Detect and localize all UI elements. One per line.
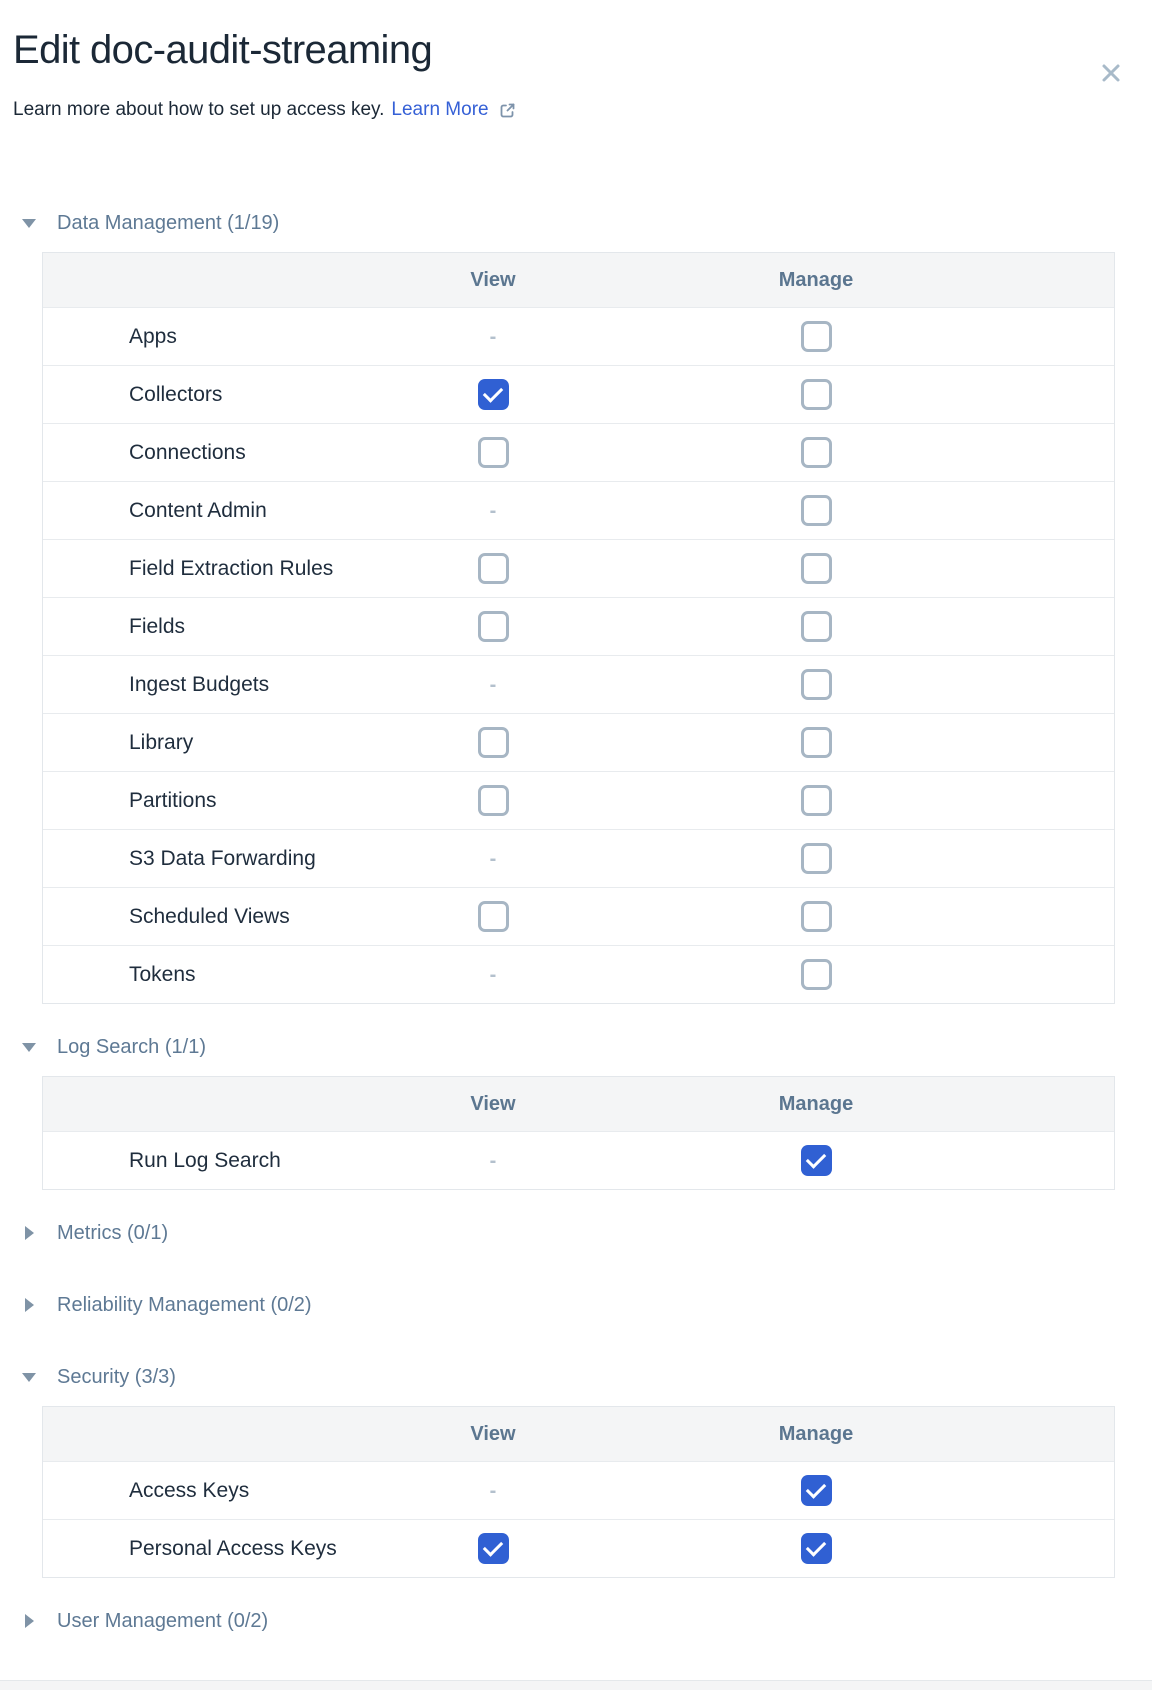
page-title: Edit doc-audit-streaming xyxy=(13,28,433,72)
library-view-checkbox[interactable] xyxy=(478,727,509,758)
apps-manage-checkbox[interactable] xyxy=(801,321,832,352)
table-row-connections xyxy=(43,423,1114,481)
s3-data-forwarding-manage-checkbox[interactable] xyxy=(801,843,832,874)
section-header-reliability-management-0-2[interactable] xyxy=(0,1292,1152,1318)
not-available-dash: - xyxy=(489,673,497,696)
section-header-user-management-0-2[interactable] xyxy=(0,1608,1152,1634)
view-cell xyxy=(413,965,573,985)
table-row-fields xyxy=(43,597,1114,655)
manage-cell xyxy=(656,669,976,700)
column-header-manage: Manage xyxy=(778,1092,854,1115)
section-header-log-search-1-1[interactable] xyxy=(0,1034,1152,1060)
personal-access-keys-manage-checkbox[interactable] xyxy=(801,1533,832,1564)
scheduled-views-manage-checkbox[interactable] xyxy=(801,901,832,932)
row-label: Field Extraction Rules xyxy=(129,556,334,580)
row-label: Connections xyxy=(129,440,246,464)
row-label: Library xyxy=(129,730,194,754)
field-extraction-rules-manage-checkbox[interactable] xyxy=(801,553,832,584)
row-label: Fields xyxy=(129,614,186,638)
connections-view-checkbox[interactable] xyxy=(478,437,509,468)
not-available-dash: - xyxy=(489,325,497,348)
field-extraction-rules-view-checkbox[interactable] xyxy=(478,553,509,584)
view-cell xyxy=(413,1481,573,1501)
caret-down-icon xyxy=(22,1043,36,1052)
permission-sections xyxy=(0,210,1152,1634)
view-cell xyxy=(413,1151,573,1171)
scheduled-views-view-checkbox[interactable] xyxy=(478,901,509,932)
view-cell xyxy=(413,437,573,468)
view-cell xyxy=(413,727,573,758)
view-cell xyxy=(413,327,573,347)
caret-down-icon xyxy=(22,1373,36,1382)
table-row-collectors xyxy=(43,365,1114,423)
column-header-view: View xyxy=(470,1422,516,1445)
table-row-content-admin xyxy=(43,481,1114,539)
row-label: Collectors xyxy=(129,382,223,406)
not-available-dash: - xyxy=(489,847,497,870)
not-available-dash: - xyxy=(489,1149,497,1172)
row-label: Tokens xyxy=(129,962,196,986)
table-row-run-log-search xyxy=(43,1131,1114,1189)
caret-right-icon xyxy=(22,1614,36,1628)
section-label: Data Management (1/19) xyxy=(57,212,280,234)
section-reliability-management-0-2 xyxy=(0,1292,1152,1318)
not-available-dash: - xyxy=(489,1479,497,1502)
table-row-s3-data-forwarding xyxy=(43,829,1114,887)
column-header-manage: Manage xyxy=(778,268,854,291)
collectors-view-checkbox[interactable] xyxy=(478,379,509,410)
permission-table-data-management-1-19 xyxy=(42,252,1115,1004)
access-keys-manage-checkbox[interactable] xyxy=(801,1475,832,1506)
section-data-management-1-19 xyxy=(0,210,1152,1004)
section-label: Reliability Management (0/2) xyxy=(57,1294,312,1316)
column-header-manage: Manage xyxy=(778,1422,854,1445)
manage-cell xyxy=(656,959,976,990)
column-header-view: View xyxy=(470,1092,516,1115)
personal-access-keys-view-checkbox[interactable] xyxy=(478,1533,509,1564)
row-label: Scheduled Views xyxy=(129,904,290,928)
row-label: Partitions xyxy=(129,788,217,812)
tokens-manage-checkbox[interactable] xyxy=(801,959,832,990)
not-available-dash: - xyxy=(489,963,497,986)
view-cell xyxy=(413,675,573,695)
library-manage-checkbox[interactable] xyxy=(801,727,832,758)
section-log-search-1-1 xyxy=(0,1034,1152,1190)
manage-cell xyxy=(656,1145,976,1176)
edit-access-key-modal xyxy=(0,24,1152,1634)
partitions-view-checkbox[interactable] xyxy=(478,785,509,816)
table-header-row xyxy=(43,1407,1114,1461)
row-label: Personal Access Keys xyxy=(129,1536,337,1560)
row-label: Run Log Search xyxy=(129,1148,281,1172)
view-cell xyxy=(413,1533,573,1564)
table-row-scheduled-views xyxy=(43,887,1114,945)
section-label: Metrics (0/1) xyxy=(57,1222,169,1244)
section-label: Log Search (1/1) xyxy=(57,1036,206,1058)
row-label: Apps xyxy=(129,324,177,348)
view-cell xyxy=(413,785,573,816)
manage-cell xyxy=(656,901,976,932)
column-header-view: View xyxy=(470,268,516,291)
table-row-tokens xyxy=(43,945,1114,1003)
table-row-library xyxy=(43,713,1114,771)
table-row-personal-access-keys xyxy=(43,1519,1114,1577)
view-cell xyxy=(413,379,573,410)
learn-more-link[interactable]: Learn More xyxy=(391,99,489,120)
footer-band xyxy=(0,1680,1152,1690)
caret-right-icon xyxy=(22,1298,36,1312)
manage-cell xyxy=(656,1533,976,1564)
content-admin-manage-checkbox[interactable] xyxy=(801,495,832,526)
manage-cell xyxy=(656,611,976,642)
manage-cell xyxy=(656,1475,976,1506)
manage-cell xyxy=(656,379,976,410)
manage-cell xyxy=(656,321,976,352)
manage-cell xyxy=(656,553,976,584)
caret-right-icon xyxy=(22,1226,36,1240)
section-label: User Management (0/2) xyxy=(57,1610,269,1632)
view-cell xyxy=(413,553,573,584)
fields-view-checkbox[interactable] xyxy=(478,611,509,642)
run-log-search-manage-checkbox[interactable] xyxy=(801,1145,832,1176)
section-header-security-3-3[interactable] xyxy=(0,1364,1152,1390)
row-label: Ingest Budgets xyxy=(129,672,270,696)
section-header-data-management-1-19[interactable] xyxy=(0,210,1152,236)
permission-table-log-search-1-1 xyxy=(42,1076,1115,1190)
close-button[interactable] xyxy=(1098,60,1124,86)
subtitle-text: Learn more about how to set up access key. xyxy=(13,99,385,120)
section-user-management-0-2 xyxy=(0,1608,1152,1634)
view-cell xyxy=(413,901,573,932)
caret-down-icon xyxy=(22,219,36,228)
x-close-icon xyxy=(1100,62,1122,84)
row-label: Access Keys xyxy=(129,1478,250,1502)
collectors-manage-checkbox[interactable] xyxy=(801,379,832,410)
view-cell xyxy=(413,501,573,521)
permission-table-security-3-3 xyxy=(42,1406,1115,1578)
section-metrics-0-1 xyxy=(0,1220,1152,1246)
subtitle xyxy=(13,98,1152,122)
section-header-metrics-0-1[interactable] xyxy=(0,1220,1152,1246)
table-row-partitions xyxy=(43,771,1114,829)
table-header-row xyxy=(43,1077,1114,1131)
table-header-row xyxy=(43,253,1114,307)
table-row-field-extraction-rules xyxy=(43,539,1114,597)
section-label: Security (3/3) xyxy=(57,1366,176,1388)
connections-manage-checkbox[interactable] xyxy=(801,437,832,468)
row-label: Content Admin xyxy=(129,498,267,522)
table-row-apps xyxy=(43,307,1114,365)
external-link-icon[interactable] xyxy=(498,101,517,120)
manage-cell xyxy=(656,785,976,816)
manage-cell xyxy=(656,843,976,874)
view-cell xyxy=(413,611,573,642)
manage-cell xyxy=(656,437,976,468)
section-security-3-3 xyxy=(0,1364,1152,1578)
not-available-dash: - xyxy=(489,499,497,522)
table-row-access-keys xyxy=(43,1461,1114,1519)
row-label: S3 Data Forwarding xyxy=(129,846,316,870)
partitions-manage-checkbox[interactable] xyxy=(801,785,832,816)
view-cell xyxy=(413,849,573,869)
ingest-budgets-manage-checkbox[interactable] xyxy=(801,669,832,700)
table-row-ingest-budgets xyxy=(43,655,1114,713)
manage-cell xyxy=(656,727,976,758)
fields-manage-checkbox[interactable] xyxy=(801,611,832,642)
manage-cell xyxy=(656,495,976,526)
